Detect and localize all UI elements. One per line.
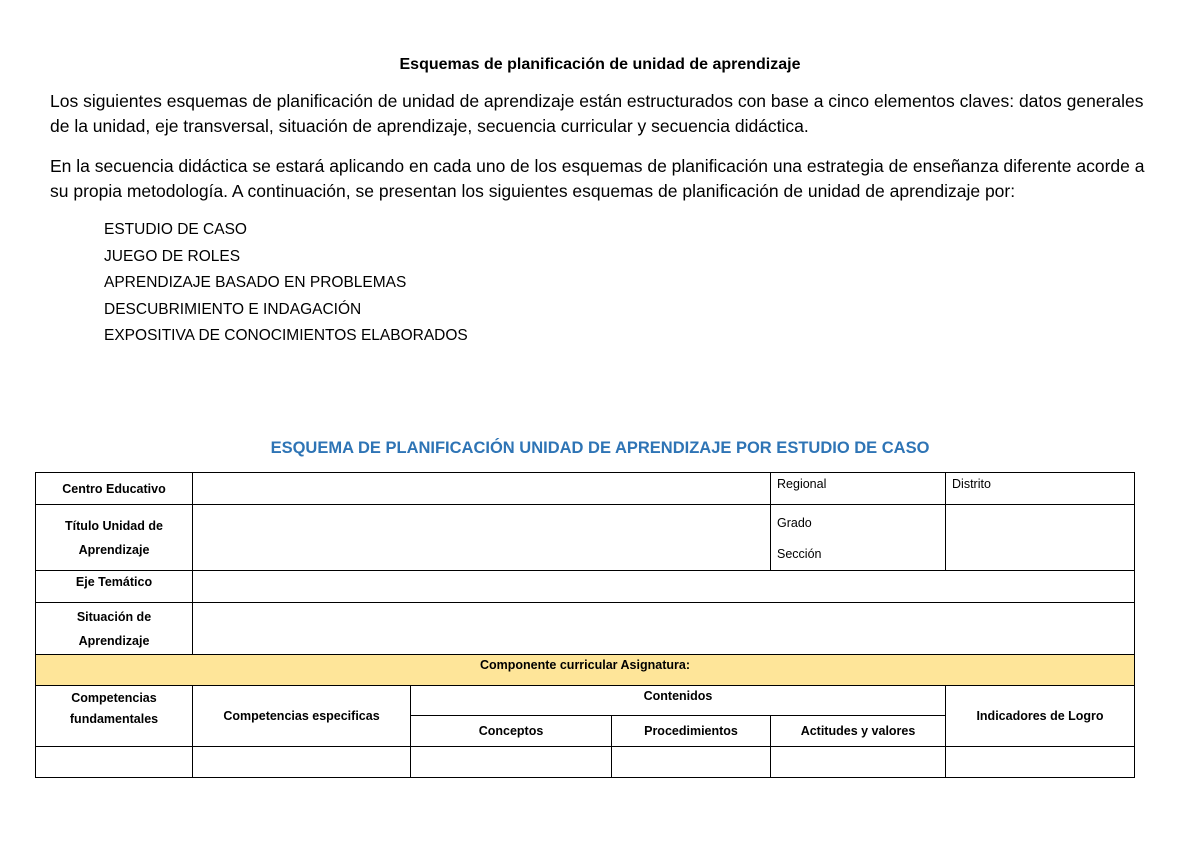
- input-grado-seccion[interactable]: [946, 505, 1135, 571]
- grado-seccion-cell[interactable]: [771, 505, 946, 571]
- methods-list: [104, 217, 468, 350]
- row-situacion: [36, 603, 1135, 655]
- row-titulo: [36, 505, 1135, 571]
- method-item: ESTUDIO DE CASO: [104, 221, 247, 238]
- input-centro-educativo[interactable]: [193, 473, 771, 505]
- cell-competencias-especificas[interactable]: [193, 747, 411, 778]
- cell-competencias-fundamentales[interactable]: [36, 747, 193, 778]
- row-content-entry: [36, 747, 1135, 778]
- cell-procedimientos[interactable]: [612, 747, 771, 778]
- method-item: EXPOSITIVA DE CONOCIMIENTOS ELABORADOS: [104, 327, 468, 344]
- row-centro: [36, 473, 1135, 505]
- input-situacion-aprendizaje[interactable]: [193, 603, 1135, 655]
- intro-paragraph: Los siguientes esquemas de planificación de unidad de aprendizaje están estructurados con base a cinco elementos claves: datos generales de la unidad, eje transversal, situación de aprendizaje, secuencia curricular y secuencia didáctica.: [50, 91, 1144, 136]
- document-title: Esquemas de planificación de unidad de aprendizaje: [399, 56, 801, 73]
- header-actitudes-valores: Actitudes y valores: [771, 716, 946, 747]
- row-headers-top: [36, 686, 1135, 716]
- scheme-title: ESQUEMA DE PLANIFICACIÓN UNIDAD DE APRENDIZAJE POR ESTUDIO DE CASO: [270, 439, 930, 457]
- method-item: JUEGO DE ROLES: [104, 247, 241, 265]
- input-titulo-unidad[interactable]: [193, 505, 771, 571]
- cell-indicadores-logro[interactable]: [946, 747, 1135, 778]
- label-titulo-unidad: Título Unidad de Aprendizaje: [36, 505, 193, 571]
- label-situacion-aprendizaje: Situación de Aprendizaje: [36, 603, 193, 655]
- header-competencias-fundamentales: Competencias fundamentales: [36, 686, 193, 747]
- planning-table: [35, 472, 1135, 778]
- label-grado: Grado: [777, 516, 812, 530]
- header-indicadores-logro: Indicadores de Logro: [946, 686, 1135, 747]
- method-item: APRENDIZAJE BASADO EN PROBLEMAS: [104, 274, 407, 291]
- header-procedimientos: Procedimientos: [612, 716, 771, 747]
- method-item: DESCUBRIMIENTO E INDAGACIÓN: [104, 300, 362, 318]
- input-eje-tematico[interactable]: [193, 571, 1135, 603]
- cell-conceptos[interactable]: [411, 747, 612, 778]
- label-distrito[interactable]: Distrito: [946, 473, 1135, 505]
- row-eje: [36, 571, 1135, 603]
- label-regional[interactable]: Regional: [771, 473, 946, 505]
- header-competencias-especificas: Competencias especificas: [193, 686, 411, 747]
- header-conceptos: Conceptos: [411, 716, 612, 747]
- methods-paragraph: En la secuencia didáctica se estará aplicando en cada uno de los esquemas de planificación una estrategia de enseñanza diferente acorde a su propia metodología. A continuación, se presentan los siguientes esquemas de planificación de unidad de aprendizaje por:: [50, 156, 1145, 201]
- label-componente-curricular[interactable]: Componente curricular Asignatura:: [36, 655, 1135, 686]
- cell-actitudes-valores[interactable]: [771, 747, 946, 778]
- label-eje-tematico: Eje Temático: [36, 571, 193, 603]
- label-seccion: Sección: [777, 547, 822, 561]
- header-contenidos: Contenidos: [411, 686, 946, 716]
- label-centro-educativo: Centro Educativo: [36, 473, 193, 505]
- row-componente: [36, 655, 1135, 686]
